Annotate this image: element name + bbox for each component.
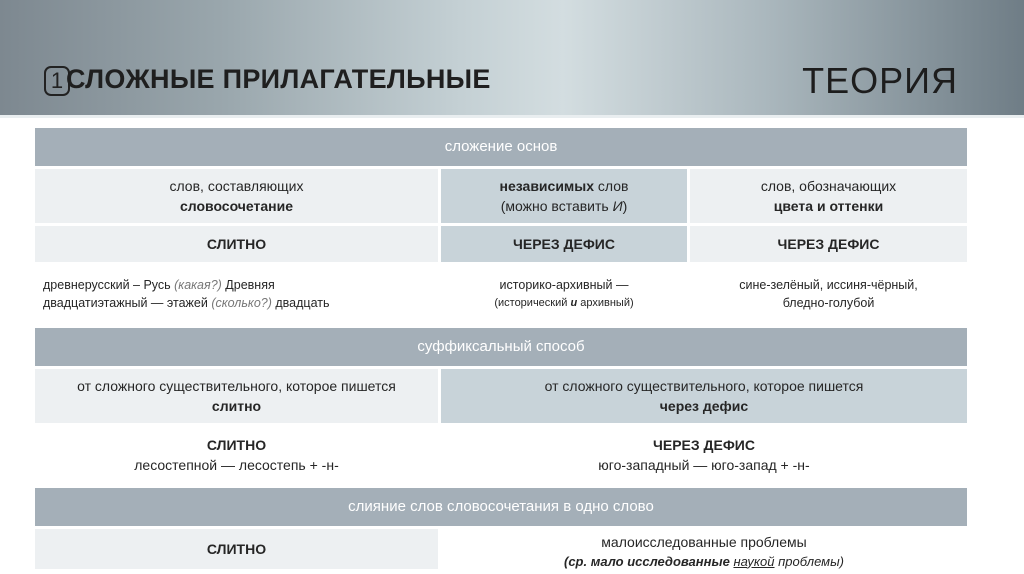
s2-r2-line2: юго-западный — юго-запад + -н- [598, 457, 810, 473]
s2-col2-header [441, 369, 967, 423]
s2-col1-header [35, 369, 438, 423]
s1-ex2-line2 [494, 294, 633, 312]
slide-header [0, 0, 1024, 118]
s1-ex1-a3: Древняя [221, 278, 275, 292]
s2-r2-line1: ЧЕРЕЗ ДЕФИС [653, 437, 755, 453]
s1-col3-header [690, 169, 967, 223]
s1-ex2-line1: историко-архивный — [499, 278, 629, 292]
s1-col2-bold: независимых [499, 178, 595, 194]
s1-col1-header [35, 169, 438, 223]
s1-ex1-line2 [43, 294, 330, 312]
s1-col3-line2: цвета и оттенки [773, 198, 884, 214]
s1-col1-line2: словосочетание [179, 198, 294, 214]
s1-col2-line1 [500, 176, 629, 196]
band-compounding-stems: сложение основ [35, 128, 967, 166]
s1-ex1-b1: двадцатиэтажный — этажей [43, 296, 212, 310]
s1-ex2-line2b: архивный) [577, 297, 634, 309]
s2-col2-line1: от сложного существительного, которое пишется [544, 378, 864, 394]
slide-number-badge: 1 [44, 66, 70, 96]
band-suffix-method: суффиксальный способ [35, 328, 967, 366]
s1-col2-line2 [501, 196, 628, 216]
s1-ex2-line2a: (исторический [494, 297, 571, 309]
s3-example [441, 529, 967, 574]
s3-ex-line1: малоисследованные проблемы [601, 533, 807, 550]
s1-rule-solid: СЛИТНО [35, 226, 438, 262]
s2-col1-line1: от сложного существительного, которое пишется [77, 378, 396, 394]
s2-col2-line2: через дефис [659, 398, 749, 414]
s1-ex1-line1 [43, 276, 275, 294]
s1-ex3-line1: сине-зелёный, иссиня-чёрный, [739, 278, 918, 292]
slide-title: СЛОЖНЫЕ ПРИЛАГАТЕЛЬНЫЕ [66, 64, 491, 94]
s1-ex2-line2i: и [570, 297, 578, 309]
s1-ex1-b3: двадцать [271, 296, 330, 310]
s2-r1-line2: лесостепной — лесостепь + -н- [134, 457, 339, 473]
s1-col1-line1: слов, составляющих [169, 178, 304, 194]
s3-ex-line2u: наукой [733, 553, 775, 569]
s1-col3-line1: слов, обозначающих [760, 178, 897, 194]
s3-ex-line2b: проблемы) [774, 553, 844, 569]
s1-example-2 [441, 264, 687, 324]
s2-rule-hyphen [441, 426, 967, 484]
s2-col1-line2: слитно [211, 398, 262, 414]
band-merging-words: слияние слов словосочетания в одно слово [35, 488, 967, 526]
s1-col2-line2a: (можно вставить [500, 198, 613, 214]
s1-col2-rest: слов [594, 178, 629, 194]
s1-example-1 [35, 264, 438, 324]
s1-ex1-b2: (сколько?) [211, 296, 272, 310]
s3-rule-solid: СЛИТНО [35, 529, 438, 569]
s1-example-3 [690, 264, 967, 324]
s2-r1-line1: СЛИТНО [206, 437, 267, 453]
s1-ex1-a2: (какая?) [174, 278, 222, 292]
s1-col2-line2b: ) [622, 198, 628, 214]
s1-rule-hyphen-2: ЧЕРЕЗ ДЕФИС [690, 226, 967, 262]
s1-col2-line2i: И [612, 198, 623, 214]
s1-ex3-line2: бледно-голубой [782, 296, 875, 310]
s2-rule-solid [35, 426, 438, 484]
s1-ex1-a1: древнерусский – Русь [43, 278, 175, 292]
s3-ex-line2a: (ср. мало исследованные [564, 553, 734, 569]
s1-rule-hyphen-1: ЧЕРЕЗ ДЕФИС [441, 226, 687, 262]
section-label: ТЕОРИЯ [802, 60, 958, 101]
s1-col2-header [441, 169, 687, 223]
s3-ex-line2 [564, 552, 844, 572]
